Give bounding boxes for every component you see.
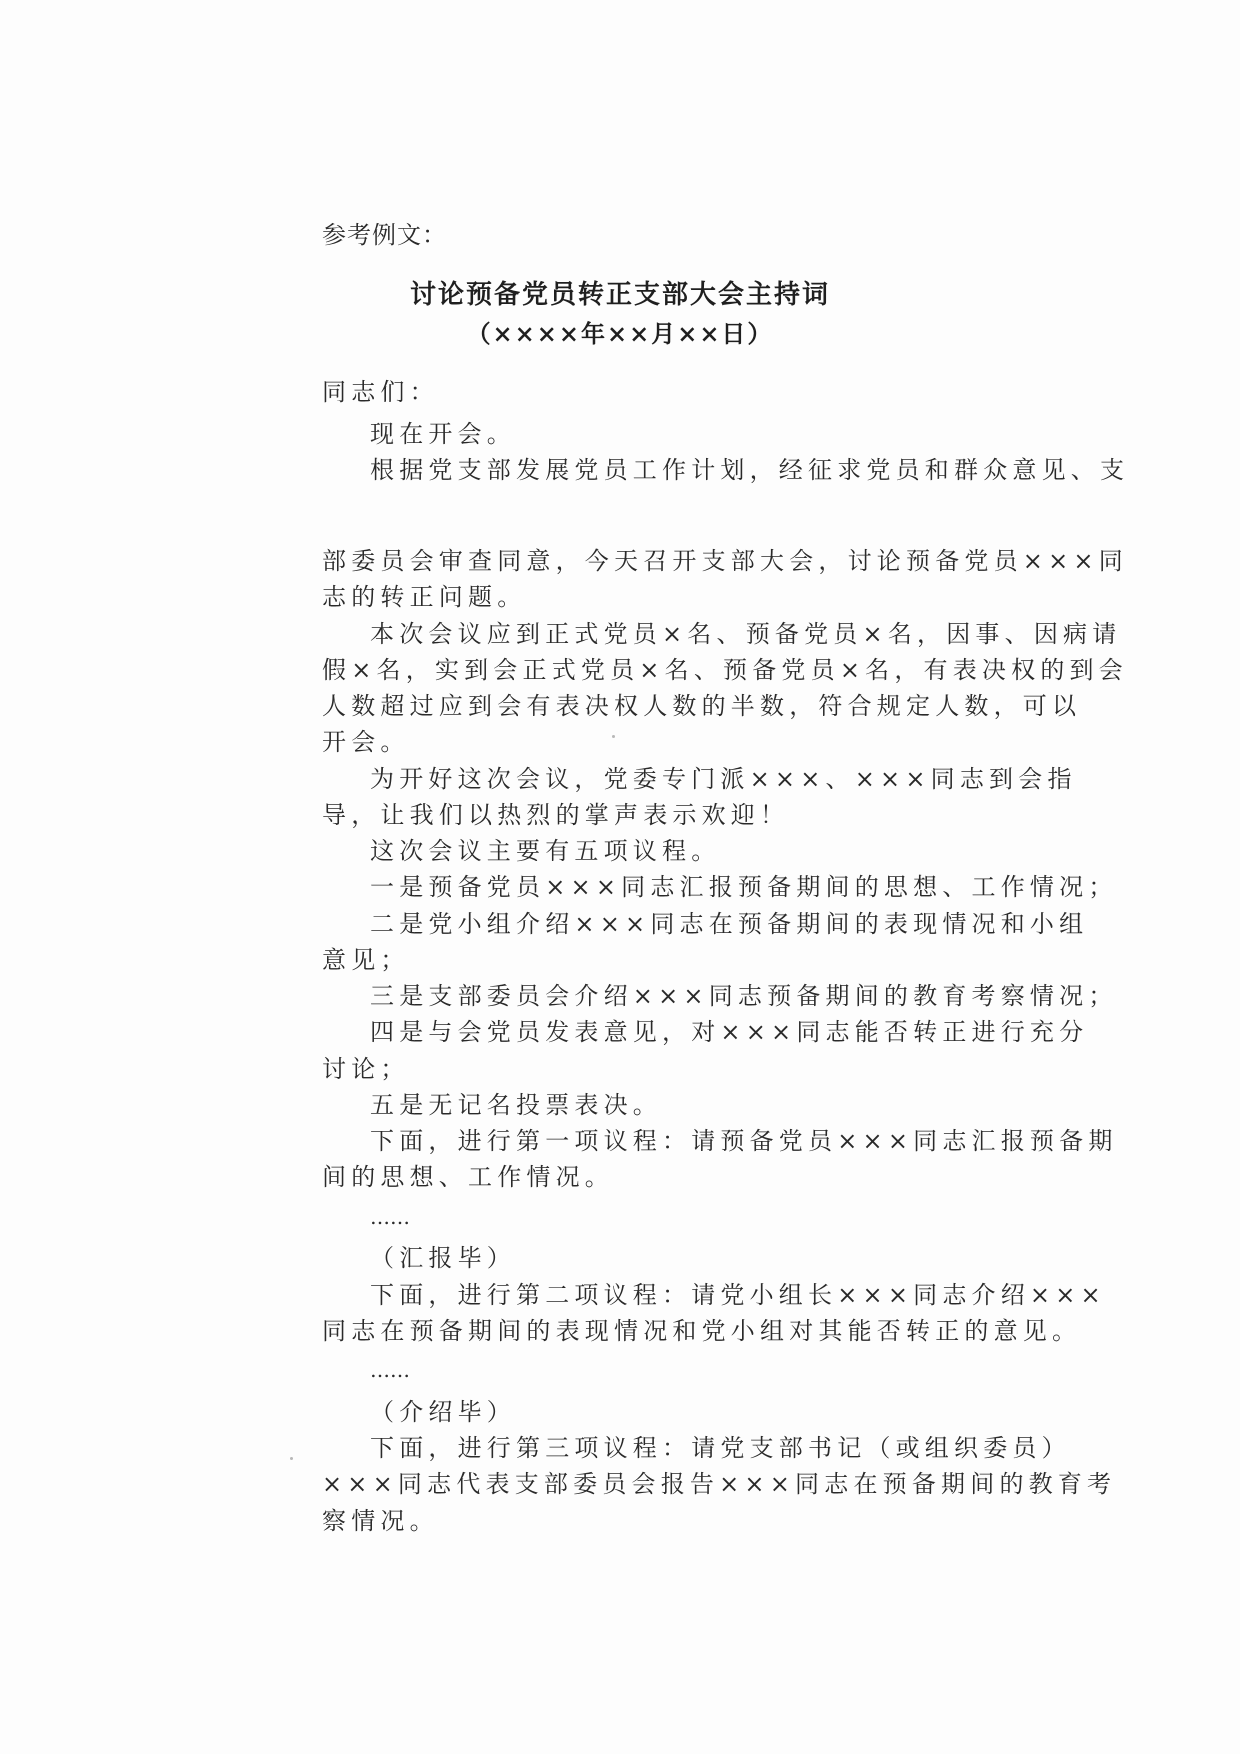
document-date: （××××年××月××日） — [466, 319, 774, 348]
paragraph-line: 开会。 — [322, 728, 410, 756]
salutation: 同志们： — [322, 378, 439, 406]
paragraph-line: 人数超过应到会有表决权人数的半数，符合规定人数，可以 — [322, 692, 1082, 720]
paragraph-line: 间的思想、工作情况。 — [322, 1163, 614, 1191]
paragraph-line: 下面，进行第三项议程：请党支部书记（或组织委员） — [370, 1434, 1071, 1462]
paragraph-line: 意见； — [322, 946, 410, 974]
paragraph-line: ×××同志代表支部委员会报告×××同志在预备期间的教育考 — [322, 1470, 1117, 1498]
paragraph-line: （介绍毕） — [370, 1398, 516, 1426]
paragraph-line: 下面，进行第二项议程：请党小组长×××同志介绍××× — [370, 1281, 1106, 1309]
paragraph-line: 为开好这次会议，党委专门派×××、×××同志到会指 — [370, 765, 1077, 793]
ellipsis: …… — [370, 1205, 410, 1229]
agenda-item-2: 二是党小组介绍×××同志在预备期间的表现情况和小组 — [370, 910, 1089, 938]
paragraph-line: 讨论； — [322, 1055, 410, 1083]
paragraph-line: （汇报毕） — [370, 1244, 516, 1272]
agenda-item-3: 三是支部委员会介绍×××同志预备期间的教育考察情况； — [370, 982, 1118, 1010]
paragraph-line: 部委员会审查同意，今天召开支部大会，讨论预备党员×××同 — [322, 547, 1128, 575]
scan-speck — [290, 1457, 293, 1460]
paragraph-line: 这次会议主要有五项议程。 — [370, 837, 721, 865]
paragraph-line: 下面，进行第一项议程：请预备党员×××同志汇报预备期 — [370, 1127, 1118, 1155]
scan-speck — [612, 735, 615, 738]
paragraph-line: 同志在预备期间的表现情况和党小组对其能否转正的意见。 — [322, 1317, 1082, 1345]
ellipsis: …… — [370, 1358, 410, 1382]
paragraph-line: 根据党支部发展党员工作计划，经征求党员和群众意见、支 — [370, 456, 1130, 484]
paragraph-line: 现在开会。 — [370, 420, 516, 448]
paragraph-line: 察情况。 — [322, 1507, 439, 1535]
reference-label: 参考例文： — [322, 221, 447, 249]
agenda-item-1: 一是预备党员×××同志汇报预备期间的思想、工作情况； — [370, 873, 1118, 901]
agenda-item-5: 五是无记名投票表决。 — [370, 1091, 662, 1119]
paragraph-line: 导，让我们以热烈的掌声表示欢迎！ — [322, 801, 790, 829]
paragraph-line: 本次会议应到正式党员×名、预备党员×名，因事、因病请 — [370, 620, 1122, 648]
agenda-item-4: 四是与会党员发表意见，对×××同志能否转正进行充分 — [370, 1018, 1089, 1046]
document-title: 讨论预备党员转正支部大会主持词 — [409, 280, 830, 310]
paragraph-line: 假×名，实到会正式党员×名、预备党员×名，有表决权的到会 — [322, 656, 1128, 684]
paragraph-line: 志的转正问题。 — [322, 583, 527, 611]
